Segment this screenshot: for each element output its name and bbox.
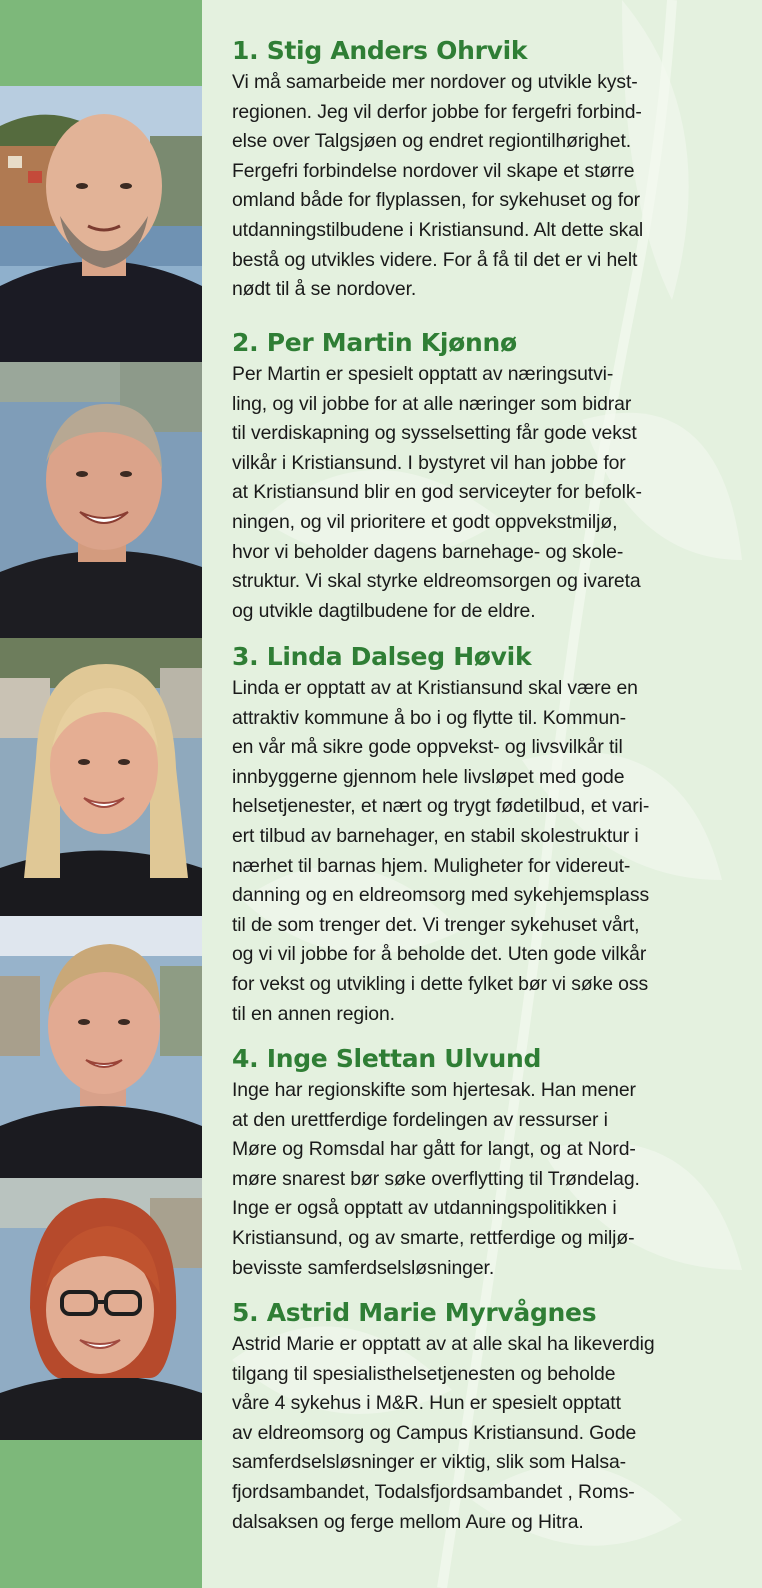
candidate-section-3 xyxy=(232,640,750,1029)
candidate-heading: 5. Astrid Marie Myrvågnes xyxy=(232,1298,597,1327)
candidate-photo-3 xyxy=(0,638,202,916)
candidate-description: Vi må samarbeide mer nordover og utvikle kyst- regionen. Jeg vil derfor jobbe for fergefri forbind- else over Talgsjøen og endret regiontilhørighet. Fergefri forbindelse nordover vil skape et større omland både for flyplassen, for sykehuset og for utdanningstilbudene i Kristiansund. Alt dette skal bestå og utvikles videre. For å få til det er vi helt nødt til å se nordover. xyxy=(232,71,644,301)
candidate-section-1 xyxy=(232,34,750,305)
candidate-photo-1 xyxy=(0,86,202,362)
candidate-section-5 xyxy=(232,1296,750,1537)
candidates-text-column xyxy=(202,0,762,1588)
candidate-description: Linda er opptatt av at Kristiansund skal være en attraktiv kommune å bo i og flytte til. Kommun- en vår må sikre gode oppvekst- og livsvilkår til innbyggerne gjennom hele livsløpet med gode helsetjenester, et nært og trygt fødetilbud, et vari- ert tilbud av barnehager, en stabil skolestruktur i nærhet til barnas hjem. Muligheter for videreut- danning og en eldreomsorg med sykehjemsplass til de som trenger det. Vi trenger sykehuset vårt, og vi vil jobbe for å beholde det. Uten gode vilkår for vekst og utvikling i dette fylket bør vi søke oss til en annen region. xyxy=(232,677,650,1025)
candidate-photo-5 xyxy=(0,1178,202,1440)
candidate-heading: 1. Stig Anders Ohrvik xyxy=(232,36,528,65)
candidate-photo-4 xyxy=(0,916,202,1178)
candidate-photo-2 xyxy=(0,362,202,638)
candidate-heading: 4. Inge Slettan Ulvund xyxy=(232,1044,542,1073)
candidate-heading: 2. Per Martin Kjønnø xyxy=(232,328,517,357)
candidate-description: Inge har regionskifte som hjertesak. Han mener at den urettferdige fordelingen av ressurser i Møre og Romsdal har gått for langt, og at Nord- møre snarest bør søke overflytting til Trøndelag. Inge er også opptatt av utdanningspolitikken i Kristiansund, og av smarte, rettferdige og miljø- bevisste samferdselsløsninger. xyxy=(232,1079,640,1279)
candidate-section-2 xyxy=(232,326,750,626)
candidate-description: Per Martin er spesielt opptatt av næringsutvi- ling, og vil jobbe for at alle næringer som bidrar til verdiskapning og sysselsetting får gode vekst vilkår i Kristiansund. I bystyret vil han jobbe for at Kristiansund blir en god serviceyter for befolk- ningen, og vil prioritere et godt oppvekstmiljø, hvor vi beholder dagens barnehage- og skole- struktur. Vi skal styrke eldreomsorgen og ivareta og utvikle dagtilbudene for de eldre. xyxy=(232,363,642,622)
candidate-heading: 3. Linda Dalseg Høvik xyxy=(232,642,532,671)
candidate-description: Astrid Marie er opptatt av at alle skal ha likeverdig tilgang til spesialisthelsetjenesten og beholde våre 4 sykehus i M&R. Hun er spesielt opptatt av eldreomsorg og Campus Kristiansund. Gode samferdselsløsninger er viktig, slik som Halsa- fjordsambandet, Todalsfjordsambandet , Roms- dalsaksen og ferge mellom Aure og Hitra. xyxy=(232,1333,655,1533)
candidate-section-4 xyxy=(232,1042,750,1283)
